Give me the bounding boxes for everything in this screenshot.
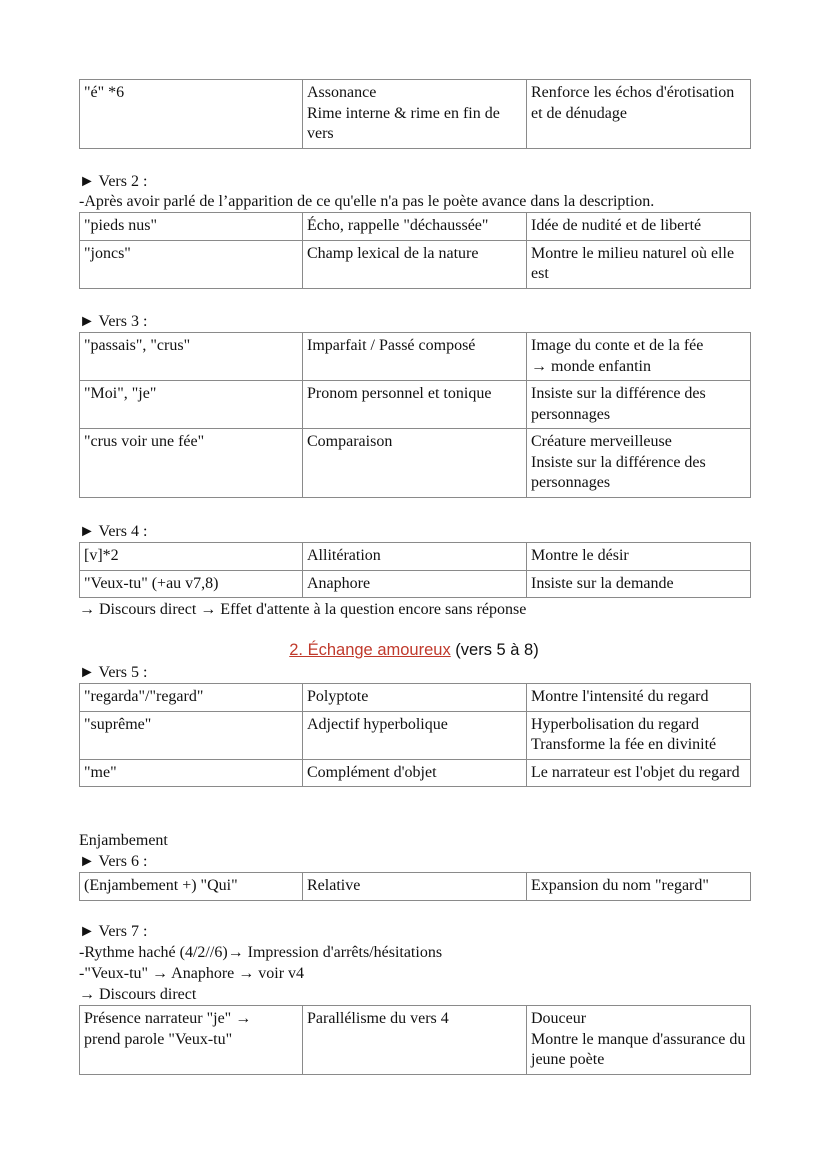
cell-text: Anaphore [307,574,371,592]
table-cell [80,80,303,149]
table-row [80,213,751,241]
cell-text: [v]*2 [84,547,119,564]
note-vers-2: -Après avoir parlé de l’apparition de ce qu'elle n'a pas le poète avance dans la description. [79,193,655,210]
table-cell [80,333,303,381]
table-cell [80,1006,303,1075]
cell-text: Montre le manque d'assurance du jeune poète [531,1030,746,1068]
table-cell [527,759,751,787]
table-cell [303,240,527,288]
cell-text: → monde enfantin [531,357,651,375]
table-cell [527,240,751,288]
table-cell [527,570,751,598]
table-cell [80,240,303,288]
table-cell [80,381,303,429]
cell-text: Transforme la fée en divinité [531,736,717,753]
table-vers-5 [79,683,751,787]
table-cell [80,873,303,901]
cell-text: Pronom personnel et tonique [307,385,492,402]
cell-text: Créature merveilleuse [531,433,672,450]
cell-text: Imparfait / Passé composé [307,337,476,354]
table-cell [303,543,527,571]
cell-text: Parallélisme du vers 4 [307,1010,449,1027]
table-cell [303,570,527,598]
table-vers1-end [79,79,751,149]
table-cell [80,213,303,241]
table-cell [527,1006,751,1075]
label-enjambement: Enjambement [79,832,168,849]
note-vers-7-rythme: -Rythme haché (4/2//6)→ Impression d'arrêts/hésitations [79,944,443,961]
table-row [80,759,751,787]
table-cell [80,429,303,498]
table-vers-6 [79,872,751,901]
table-cell [527,213,751,241]
table-cell [527,543,751,571]
section-title [0,641,828,660]
table-cell [303,759,527,787]
cell-text: "pieds nus" [84,217,158,234]
note-vers-7-anaphore: -"Veux-tu" → Anaphore → voir v4 [79,965,305,982]
cell-text: (Enjambement +) "Qui" [84,877,238,894]
table-row [80,333,751,381]
table-row [80,570,751,598]
table-cell [303,873,527,901]
cell-text: Rime interne & rime en fin de vers [307,104,500,142]
table-row [80,543,751,571]
cell-text: Adjectif hyperbolique [307,715,448,733]
cell-text: Complément d'objet [307,763,437,781]
table-row [80,711,751,759]
table-vers-2 [79,212,751,289]
heading-vers-7: ► Vers 7 : [79,923,148,940]
table-cell [80,684,303,712]
cell-text: Insiste sur la différence des personnages [531,453,706,491]
table-cell [80,711,303,759]
table-cell [527,333,751,381]
cell-text: Écho, rappelle "déchaussée" [307,217,489,234]
cell-text: Montre le désir [531,547,629,564]
heading-vers-4: ► Vers 4 : [79,523,148,540]
heading-vers-5: ► Vers 5 : [79,664,148,681]
section-link[interactable]: 2. Échange amoureux [289,641,451,659]
cell-text: Le narrateur est l'objet du regard [531,763,740,781]
table-cell [303,429,527,498]
cell-text: prend parole "Veux-tu" [84,1030,233,1048]
cell-text: Allitération [307,547,381,564]
heading-vers-3: ► Vers 3 : [79,313,148,330]
table-cell [303,381,527,429]
table-cell [80,543,303,571]
cell-text: Comparaison [307,433,393,450]
table-cell [303,213,527,241]
table-row [80,240,751,288]
table-row [80,429,751,498]
table-cell [80,759,303,787]
cell-text: "Moi", "je" [84,385,157,402]
table-vers-4 [79,542,751,598]
heading-vers-2: ► Vers 2 : [79,173,148,190]
cell-text: "suprême" [84,715,152,733]
cell-text: Idée de nudité et de liberté [531,217,702,234]
cell-text: Insiste sur la demande [531,574,674,592]
cell-text: Renforce les échos d'érotisation et de dénudage [531,84,735,122]
note-vers-7-discours: → Discours direct [79,986,197,1003]
table-cell [527,429,751,498]
cell-text: Douceur [531,1010,587,1027]
table-row [80,684,751,712]
cell-text: "é" *6 [84,84,125,101]
table-cell [80,570,303,598]
table-cell [303,684,527,712]
cell-text: Polyptote [307,688,369,705]
cell-text: Montre l'intensité du regard [531,688,709,705]
heading-vers-6: ► Vers 6 : [79,853,148,870]
table-cell [527,684,751,712]
cell-text: Présence narrateur "je" → [84,1010,252,1027]
cell-text: "me" [84,763,117,781]
table-vers-7 [79,1005,751,1075]
cell-text: Relative [307,877,361,894]
table-row [80,80,751,149]
cell-text: "Veux-tu" (+au v7,8) [84,574,219,592]
table-cell [527,711,751,759]
cell-text: Insiste sur la différence des personnages [531,385,706,423]
cell-text: Image du conte et de la fée [531,337,704,354]
table-cell [303,333,527,381]
cell-text: Hyperbolisation du regard [531,715,699,733]
table-vers-3 [79,332,751,498]
table-cell [303,80,527,149]
table-cell [527,873,751,901]
table-cell [527,80,751,149]
table-row [80,381,751,429]
table-cell [303,1006,527,1075]
table-cell [527,381,751,429]
cell-text: Montre le milieu naturel où elle est [531,244,735,282]
cell-text: Champ lexical de la nature [307,244,479,262]
cell-text: Assonance [307,84,377,101]
cell-text: "regarda"/"regard" [84,688,204,705]
cell-text: "passais", "crus" [84,337,191,354]
cell-text: "crus voir une fée" [84,433,205,450]
table-row [80,1006,751,1075]
table-cell [303,711,527,759]
cell-text: Expansion du nom "regard" [531,877,709,894]
table-row [80,873,751,901]
note-vers-4: → Discours direct → Effet d'attente à la question encore sans réponse [79,601,527,618]
section-subtitle: (vers 5 à 8) [450,641,539,659]
cell-text: "joncs" [84,244,131,262]
